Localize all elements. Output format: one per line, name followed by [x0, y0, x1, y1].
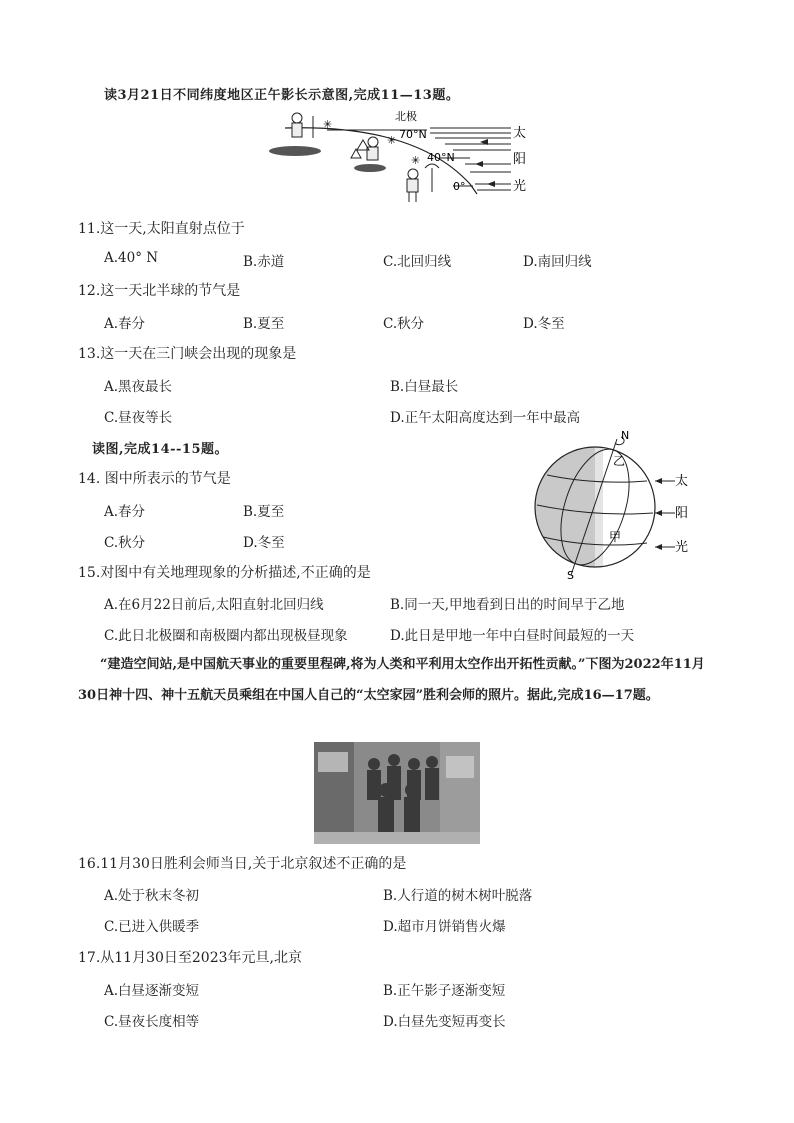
- sun-char-3b: 光: [675, 540, 689, 555]
- q17-option-c[interactable]: C.昼夜长度相等: [104, 1014, 200, 1030]
- svg-text:✳: ✳: [411, 154, 421, 167]
- q13-option-b[interactable]: B.白昼最长: [390, 379, 459, 395]
- q15-option-a[interactable]: A.在6月22日前后,太阳直射北回归线: [104, 597, 324, 613]
- astronaut-photo: [314, 742, 480, 844]
- q11-option-c[interactable]: C.北回归线: [383, 254, 452, 270]
- section-intro-16-17: “建造空间站,是中国航天事业的重要里程碑,将为人类和平利用太空作出开拓性贡献。”下图为2022年11月30日神十四、神十五航天员乘组在中国人自己的“太空家园”胜利会师的照片。据此,完成16—17题。: [78, 657, 705, 703]
- q17-option-b[interactable]: B.正午影子逐渐变短: [383, 983, 506, 999]
- q13-option-c[interactable]: C.昼夜等长: [104, 410, 173, 426]
- person-pole-icon: [269, 113, 332, 156]
- north-pole-label: 北极: [395, 110, 417, 123]
- lat-40n-label: 40°N: [427, 151, 455, 164]
- sun-char-2b: 阳: [675, 506, 689, 521]
- lat-70n-label: 70°N: [399, 128, 427, 141]
- q12-option-a[interactable]: A.春分: [104, 316, 146, 332]
- q16-option-d[interactable]: D.超市月饼销售火爆: [383, 919, 506, 935]
- q16-option-b[interactable]: B.人行道的树木树叶脱落: [383, 888, 533, 904]
- q12-option-b[interactable]: B.夏至: [243, 316, 285, 332]
- q12-option-d[interactable]: D.冬至: [523, 316, 565, 332]
- north-label: N: [621, 429, 630, 442]
- svg-text:✳: ✳: [387, 134, 397, 147]
- question-12-stem: 12.这一天北半球的节气是: [78, 283, 241, 299]
- point-yi-label: 乙: [613, 454, 626, 468]
- point-jia-label: 甲: [609, 530, 622, 544]
- section-intro-11-13: 读3月21日不同纬度地区正午影长示意图,完成11—13题。: [104, 88, 460, 103]
- person-70n-icon: [351, 134, 396, 172]
- question-17-stem: 17.从11月30日至2023年元旦,北京: [78, 950, 302, 966]
- q11-option-b[interactable]: B.赤道: [243, 254, 285, 270]
- q16-option-a[interactable]: A.处于秋末冬初: [104, 888, 200, 904]
- q17-option-d[interactable]: D.白昼先变短再变长: [383, 1014, 506, 1030]
- sun-char-3: 光: [513, 179, 527, 194]
- q14-option-c[interactable]: C.秋分: [104, 535, 146, 551]
- q17-option-a[interactable]: A.白昼逐渐变短: [104, 983, 200, 999]
- q15-option-b[interactable]: B.同一天,甲地看到日出的时间早于乙地: [390, 597, 625, 613]
- q14-option-a[interactable]: A.春分: [104, 504, 146, 520]
- q15-option-d[interactable]: D.此日是甲地一年中白昼时间最短的一天: [390, 628, 635, 644]
- q12-option-c[interactable]: C.秋分: [383, 316, 425, 332]
- question-11-stem: 11.这一天,太阳直射点位于: [78, 221, 245, 237]
- south-label: S: [567, 569, 574, 582]
- lat-0-label: 0°: [453, 180, 466, 193]
- question-14-stem: 14. 图中所表示的节气是: [78, 471, 231, 487]
- q11-option-a[interactable]: A.40° N: [104, 250, 159, 266]
- q15-option-c[interactable]: C.此日北极圈和南极圈内都出现极昼现象: [104, 628, 348, 644]
- question-15-stem: 15.对图中有关地理现象的分析描述,不正确的是: [78, 565, 371, 581]
- question-13-stem: 13.这一天在三门峡会出现的现象是: [78, 346, 297, 362]
- sun-char-1: 太: [513, 126, 527, 141]
- q14-option-d[interactable]: D.冬至: [243, 535, 285, 551]
- noon-shadow-figure: [265, 106, 535, 210]
- globe-figure: [525, 425, 700, 585]
- q13-option-d[interactable]: D.正午太阳高度达到一年中最高: [390, 410, 581, 426]
- question-16-stem: 16.11月30日胜利会师当日,关于北京叙述不正确的是: [78, 856, 407, 872]
- section-intro-14-15: 读图,完成14--15题。: [92, 442, 228, 457]
- sun-char-2: 阳: [513, 152, 527, 167]
- svg-text:✳: ✳: [323, 118, 333, 131]
- q16-option-c[interactable]: C.已进入供暖季: [104, 919, 200, 935]
- sun-char-1b: 太: [675, 474, 689, 489]
- q13-option-a[interactable]: A.黑夜最长: [104, 379, 173, 395]
- q11-option-d[interactable]: D.南回归线: [523, 254, 592, 270]
- q14-option-b[interactable]: B.夏至: [243, 504, 285, 520]
